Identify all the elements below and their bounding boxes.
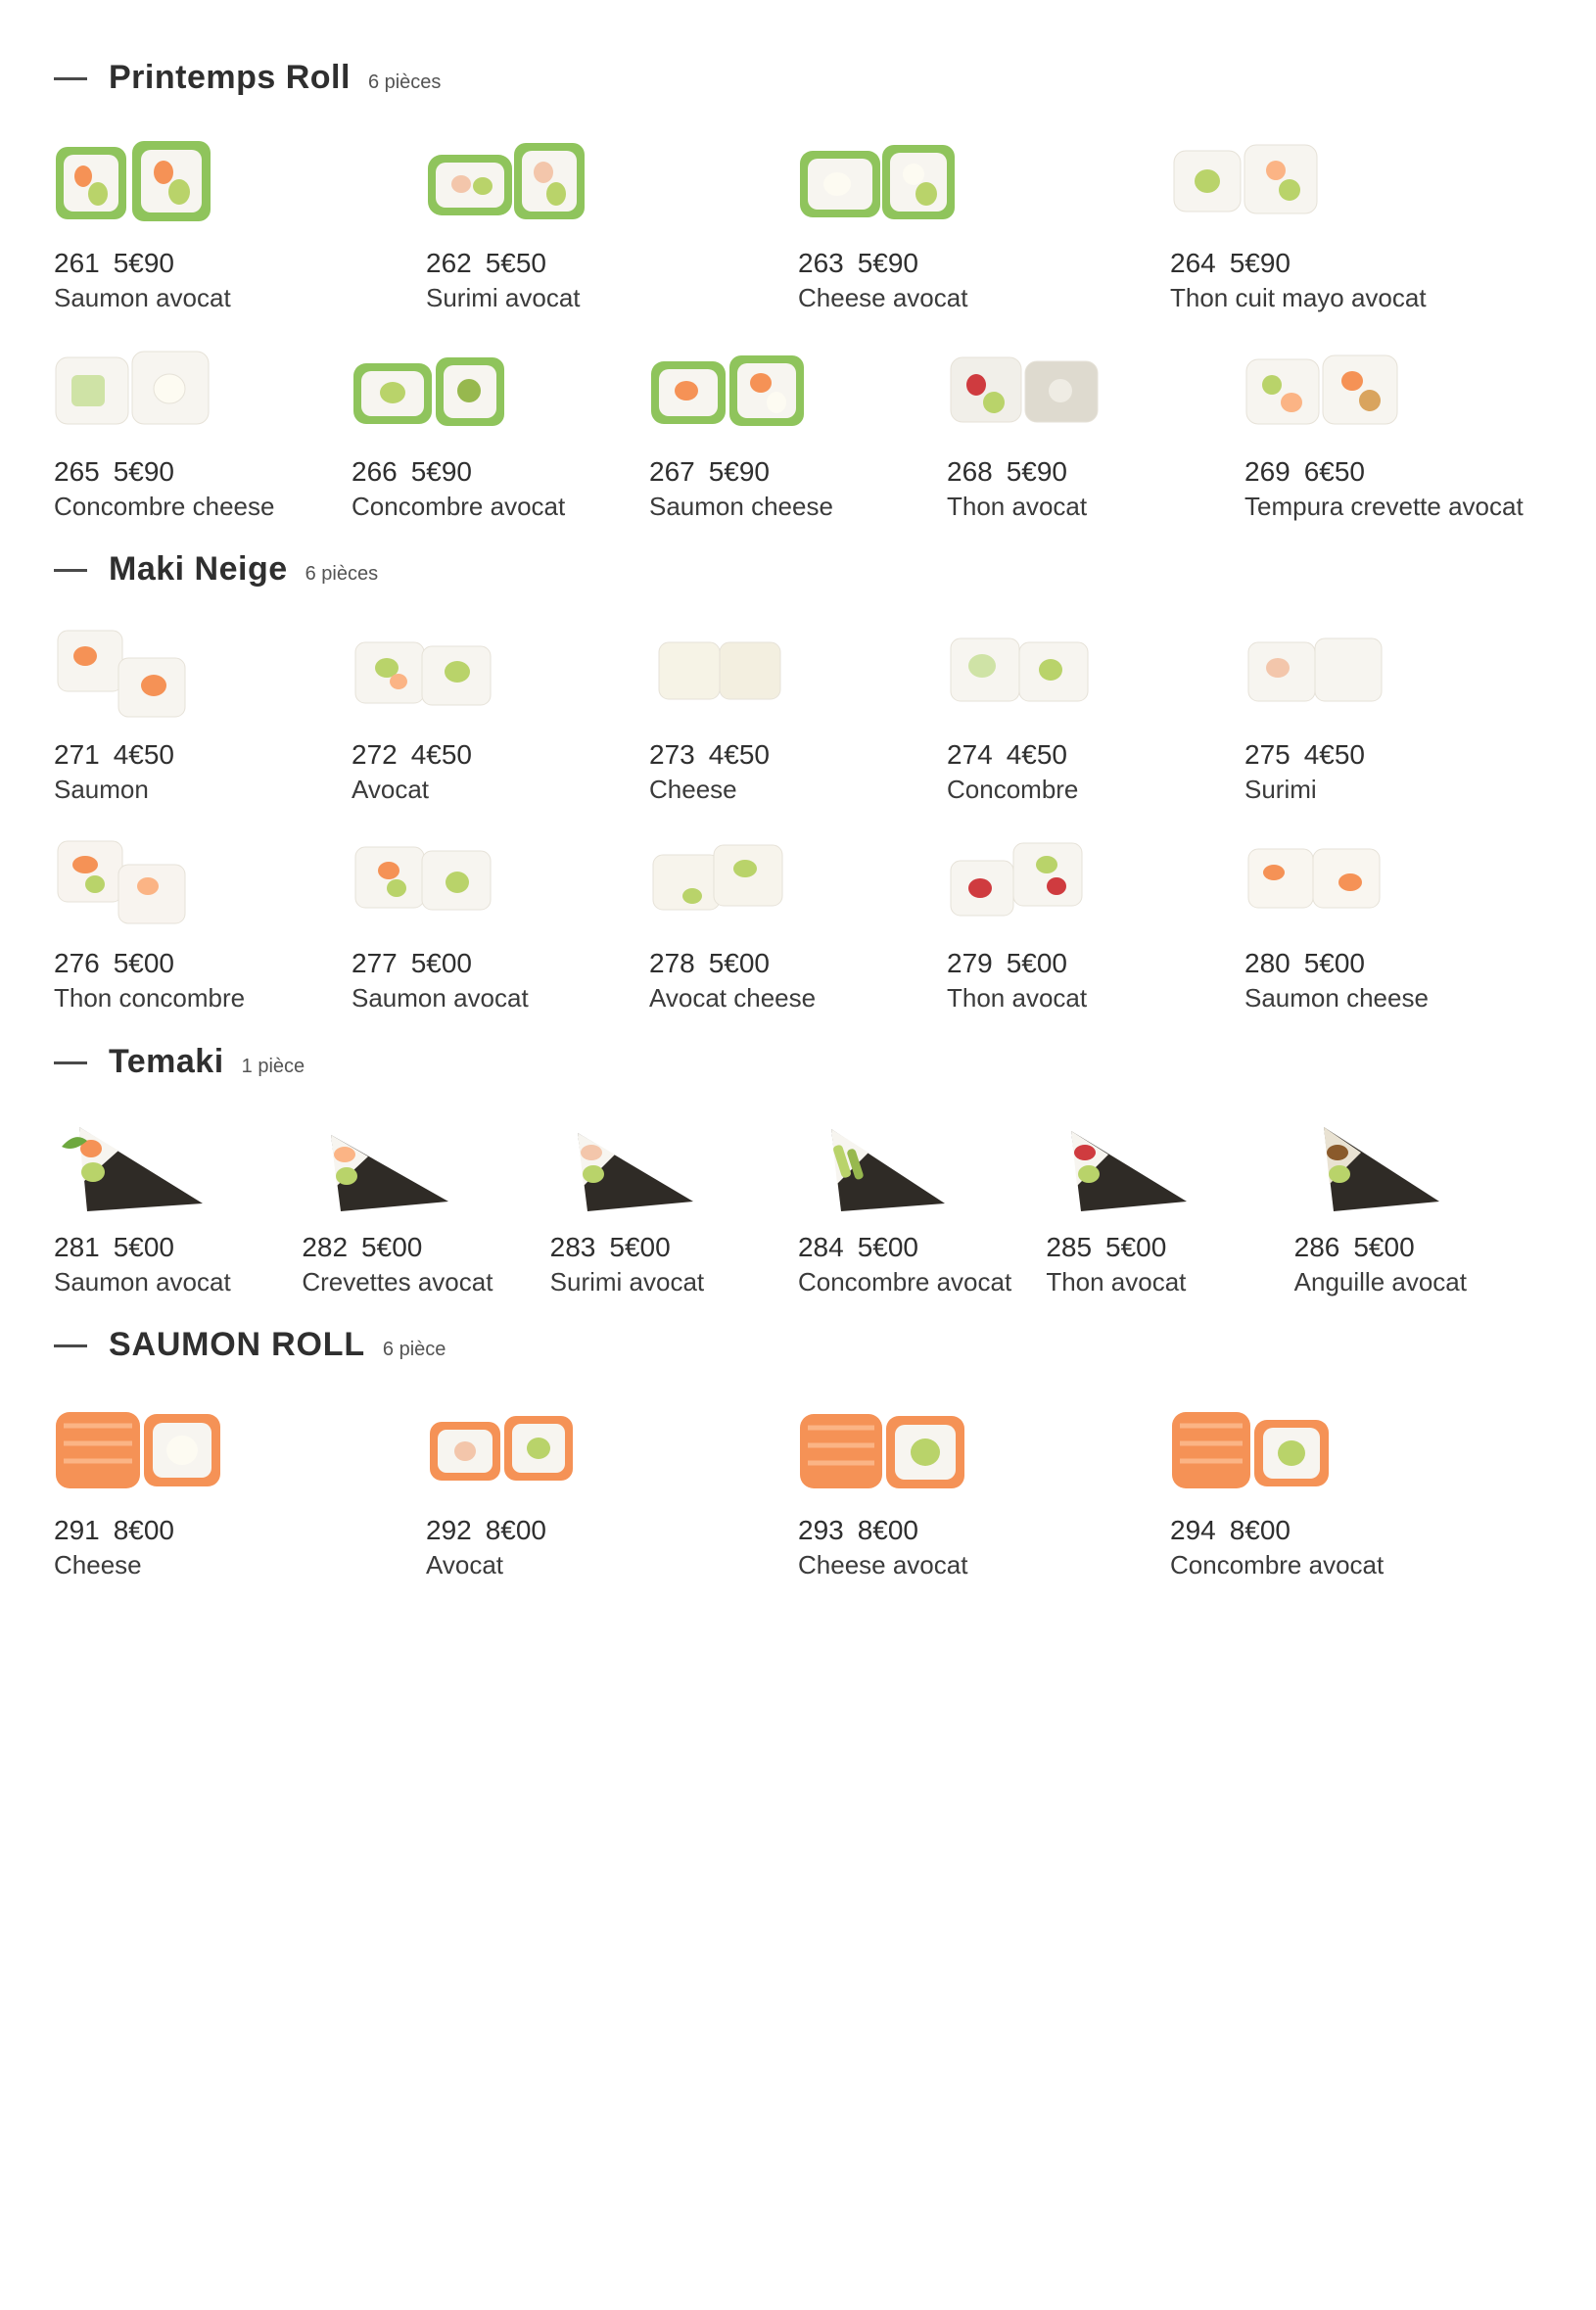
item-description: Concombre avocat bbox=[352, 491, 566, 521]
item-description: Avocat bbox=[426, 1550, 504, 1580]
item-meta bbox=[550, 1232, 784, 1263]
menu-row bbox=[54, 1378, 1542, 1580]
item-code: 292 bbox=[426, 1515, 472, 1546]
menu-item[interactable] bbox=[550, 1095, 798, 1297]
item-meta bbox=[649, 739, 933, 771]
item-description: Concombre avocat bbox=[1170, 1550, 1385, 1580]
menu-item[interactable] bbox=[54, 811, 352, 1014]
item-description: Cheese bbox=[54, 1550, 142, 1580]
item-description: Saumon avocat bbox=[54, 283, 231, 312]
item-price: 8€00 bbox=[113, 1515, 175, 1546]
menu-item[interactable] bbox=[1294, 1095, 1542, 1297]
menu-item[interactable] bbox=[649, 319, 947, 522]
item-price: 8€00 bbox=[857, 1515, 919, 1546]
item-price: 5€90 bbox=[857, 248, 919, 278]
temaki-salmon-avocado bbox=[54, 1095, 288, 1222]
item-meta bbox=[947, 948, 1231, 979]
item-code: 271 bbox=[54, 739, 100, 771]
item-price: 5€00 bbox=[708, 948, 771, 979]
menu-item[interactable] bbox=[54, 1095, 302, 1297]
item-meta bbox=[1170, 248, 1528, 279]
item-price: 5€00 bbox=[361, 1231, 423, 1262]
section-title: Maki Neige bbox=[109, 550, 288, 589]
item-meta bbox=[1294, 1232, 1528, 1263]
section-dash-icon bbox=[54, 1061, 87, 1064]
item-code: 294 bbox=[1170, 1515, 1216, 1546]
item-code: 285 bbox=[1046, 1231, 1093, 1262]
item-meta bbox=[798, 248, 1156, 279]
section-header bbox=[54, 59, 1542, 97]
menu-item[interactable] bbox=[1244, 602, 1542, 805]
section-header bbox=[54, 1326, 1542, 1364]
item-description: Saumon avocat bbox=[352, 983, 529, 1014]
maki-neige-avocado bbox=[352, 602, 635, 730]
item-meta bbox=[798, 1515, 1156, 1546]
item-meta bbox=[352, 456, 635, 488]
item-meta bbox=[1170, 1515, 1528, 1546]
item-price: 5€00 bbox=[113, 948, 175, 979]
maki-neige-avocado-cheese bbox=[649, 811, 933, 938]
maki-neige-surimi bbox=[1244, 602, 1528, 730]
menu-item[interactable] bbox=[947, 811, 1244, 1014]
item-code: 293 bbox=[798, 1515, 844, 1546]
section-header bbox=[54, 1043, 1542, 1081]
menu-item[interactable] bbox=[798, 1378, 1170, 1580]
maki-neige-salmon bbox=[54, 602, 338, 730]
item-code: 283 bbox=[549, 1231, 596, 1262]
item-price: 5€90 bbox=[410, 455, 473, 487]
item-code: 280 bbox=[1244, 948, 1291, 979]
item-meta bbox=[1244, 456, 1528, 488]
menu-row bbox=[54, 602, 1542, 805]
item-code: 275 bbox=[1244, 739, 1291, 771]
temaki-shrimp-avocado bbox=[302, 1095, 536, 1222]
maki-neige-tuna-avocado bbox=[947, 811, 1231, 938]
menu-row bbox=[54, 111, 1542, 313]
item-description: Thon concombre bbox=[54, 983, 246, 1014]
menu-item[interactable] bbox=[947, 602, 1244, 805]
menu-item[interactable] bbox=[54, 111, 426, 313]
item-description: Surimi avocat bbox=[549, 1266, 705, 1296]
item-meta bbox=[426, 1515, 784, 1546]
item-price: 8€00 bbox=[485, 1515, 547, 1546]
menu-item[interactable] bbox=[798, 111, 1170, 313]
menu-item[interactable] bbox=[352, 319, 649, 522]
item-price: 8€00 bbox=[1229, 1515, 1291, 1546]
item-price: 5€00 bbox=[857, 1231, 918, 1262]
item-meta bbox=[426, 248, 784, 279]
item-code: 263 bbox=[798, 248, 844, 278]
item-meta bbox=[54, 948, 338, 979]
roll-green-cheese-avocado bbox=[798, 111, 1156, 238]
item-meta bbox=[54, 456, 338, 488]
section-subtitle: 6 pièces bbox=[367, 71, 442, 93]
item-code: 264 bbox=[1170, 248, 1216, 278]
item-price: 4€50 bbox=[708, 739, 771, 771]
item-meta bbox=[947, 456, 1231, 488]
item-meta bbox=[54, 1232, 288, 1263]
item-code: 269 bbox=[1244, 455, 1291, 487]
menu-item[interactable] bbox=[1244, 811, 1542, 1014]
menu-sections bbox=[54, 59, 1542, 1580]
item-description: Concombre cheese bbox=[54, 491, 275, 521]
menu-row bbox=[54, 319, 1542, 522]
roll-cucumber-cheese bbox=[54, 319, 338, 447]
temaki-eel-avocado bbox=[1294, 1095, 1528, 1222]
section-title: SAUMON ROLL bbox=[109, 1326, 365, 1364]
item-code: 268 bbox=[947, 455, 993, 487]
item-code: 265 bbox=[54, 455, 100, 487]
menu-item[interactable] bbox=[649, 811, 947, 1014]
section-title: Temaki bbox=[109, 1042, 224, 1080]
item-code: 273 bbox=[649, 739, 695, 771]
item-meta bbox=[302, 1232, 536, 1263]
item-meta bbox=[798, 1232, 1032, 1263]
item-code: 282 bbox=[302, 1231, 349, 1262]
item-code: 281 bbox=[54, 1231, 100, 1262]
item-price: 5€90 bbox=[113, 248, 175, 278]
menu-section bbox=[54, 1043, 1542, 1297]
menu-item[interactable] bbox=[426, 1378, 798, 1580]
item-price: 5€00 bbox=[1303, 948, 1366, 979]
section-dash-icon bbox=[54, 569, 87, 572]
saumon-roll-cucumber-avocado bbox=[1170, 1378, 1528, 1505]
item-meta bbox=[352, 739, 635, 771]
menu-item[interactable] bbox=[352, 602, 649, 805]
item-description: Thon cuit mayo avocat bbox=[1170, 283, 1427, 312]
item-code: 278 bbox=[649, 948, 695, 979]
item-code: 291 bbox=[54, 1515, 100, 1546]
item-price: 5€90 bbox=[113, 455, 175, 487]
temaki-cucumber-avocado bbox=[798, 1095, 1032, 1222]
menu-item[interactable] bbox=[352, 811, 649, 1014]
maki-neige-salmon-avocado bbox=[352, 811, 635, 938]
section-subtitle: 6 pièce bbox=[382, 1339, 446, 1361]
menu-row bbox=[54, 1095, 1542, 1297]
item-price: 4€50 bbox=[113, 739, 175, 771]
item-price: 4€50 bbox=[1303, 739, 1366, 771]
maki-neige-tuna-cucumber bbox=[54, 811, 338, 938]
item-code: 276 bbox=[54, 948, 100, 979]
item-meta bbox=[1046, 1232, 1280, 1263]
saumon-roll-cheese bbox=[54, 1378, 412, 1505]
section-subtitle: 1 pièce bbox=[241, 1055, 305, 1077]
menu-item[interactable] bbox=[1170, 1378, 1542, 1580]
roll-green-surimi-avocado bbox=[426, 111, 784, 238]
item-code: 274 bbox=[947, 739, 993, 771]
menu-item[interactable] bbox=[947, 319, 1244, 522]
item-price: 5€90 bbox=[1006, 455, 1068, 487]
item-price: 5€00 bbox=[113, 1231, 175, 1262]
menu-item[interactable] bbox=[302, 1095, 549, 1297]
section-subtitle: 6 pièces bbox=[305, 563, 379, 586]
item-description: Cheese avocat bbox=[798, 1550, 968, 1580]
item-description: Saumon avocat bbox=[54, 1266, 231, 1296]
roll-green-salmon-cheese bbox=[649, 319, 933, 447]
item-description: Avocat bbox=[352, 775, 430, 805]
menu-row bbox=[54, 811, 1542, 1014]
item-description: Concombre bbox=[947, 775, 1079, 805]
roll-tempura-shrimp bbox=[1244, 319, 1528, 447]
maki-neige-cheese bbox=[649, 602, 933, 730]
item-code: 267 bbox=[649, 455, 695, 487]
saumon-roll-cheese-avocado bbox=[798, 1378, 1156, 1505]
item-price: 6€50 bbox=[1303, 455, 1366, 487]
maki-neige-cucumber bbox=[947, 602, 1231, 730]
item-meta bbox=[1244, 739, 1528, 771]
item-meta bbox=[947, 739, 1231, 771]
item-price: 4€50 bbox=[410, 739, 473, 771]
item-code: 279 bbox=[947, 948, 993, 979]
item-description: Thon avocat bbox=[947, 491, 1088, 521]
temaki-tuna-avocado bbox=[1046, 1095, 1280, 1222]
item-code: 286 bbox=[1293, 1231, 1340, 1262]
menu-item[interactable] bbox=[1244, 319, 1542, 522]
roll-green-salmon-avocado bbox=[54, 111, 412, 238]
item-description: Cheese avocat bbox=[798, 283, 968, 312]
maki-neige-salmon-cheese bbox=[1244, 811, 1528, 938]
item-meta bbox=[1244, 948, 1528, 979]
item-code: 284 bbox=[797, 1231, 844, 1262]
menu-item[interactable] bbox=[798, 1095, 1046, 1297]
item-description: Crevettes avocat bbox=[302, 1266, 493, 1296]
item-meta bbox=[54, 248, 412, 279]
menu-item[interactable] bbox=[54, 319, 352, 522]
item-price: 5€90 bbox=[708, 455, 771, 487]
roll-green-cucumber-avocado bbox=[352, 319, 635, 447]
item-price: 5€00 bbox=[609, 1231, 671, 1262]
item-code: 266 bbox=[352, 455, 398, 487]
menu-item[interactable] bbox=[1046, 1095, 1293, 1297]
menu-section bbox=[54, 550, 1542, 1013]
item-description: Cheese bbox=[649, 775, 737, 805]
section-dash-icon bbox=[54, 1344, 87, 1347]
item-code: 272 bbox=[352, 739, 398, 771]
item-description: Thon avocat bbox=[1046, 1266, 1187, 1296]
item-price: 4€50 bbox=[1006, 739, 1068, 771]
item-description: Thon avocat bbox=[947, 983, 1088, 1014]
item-description: Saumon cheese bbox=[649, 491, 833, 521]
item-description: Surimi avocat bbox=[426, 283, 581, 312]
item-description: Avocat cheese bbox=[649, 983, 817, 1014]
roll-white-tuna-mayo bbox=[1170, 111, 1528, 238]
item-price: 5€00 bbox=[1353, 1231, 1415, 1262]
item-description: Saumon bbox=[54, 775, 149, 805]
section-dash-icon bbox=[54, 77, 87, 80]
item-price: 5€90 bbox=[1229, 248, 1291, 278]
item-price: 5€00 bbox=[1006, 948, 1068, 979]
temaki-surimi-avocado bbox=[550, 1095, 784, 1222]
roll-grey-tuna-avocado bbox=[947, 319, 1231, 447]
item-description: Concombre avocat bbox=[797, 1266, 1012, 1296]
item-description: Saumon cheese bbox=[1244, 983, 1429, 1014]
menu-item[interactable] bbox=[54, 1378, 426, 1580]
item-description: Anguille avocat bbox=[1293, 1266, 1467, 1296]
item-price: 5€00 bbox=[410, 948, 473, 979]
item-code: 261 bbox=[54, 248, 100, 278]
item-meta bbox=[352, 948, 635, 979]
section-title: Printemps Roll bbox=[109, 59, 351, 96]
saumon-roll-avocado bbox=[426, 1378, 784, 1505]
menu-item[interactable] bbox=[54, 602, 352, 805]
menu-section bbox=[54, 59, 1542, 521]
menu-item[interactable] bbox=[649, 602, 947, 805]
section-header bbox=[54, 550, 1542, 589]
item-meta bbox=[649, 948, 933, 979]
item-price: 5€50 bbox=[485, 248, 547, 278]
item-meta bbox=[649, 456, 933, 488]
menu-section bbox=[54, 1326, 1542, 1580]
item-description: Tempura crevette avocat bbox=[1244, 491, 1524, 521]
item-description: Surimi bbox=[1244, 775, 1317, 805]
item-code: 277 bbox=[352, 948, 398, 979]
item-code: 262 bbox=[426, 248, 472, 278]
item-price: 5€00 bbox=[1105, 1231, 1167, 1262]
item-meta bbox=[54, 1515, 412, 1546]
item-meta bbox=[54, 739, 338, 771]
menu-item[interactable] bbox=[1170, 111, 1542, 313]
menu-item[interactable] bbox=[426, 111, 798, 313]
